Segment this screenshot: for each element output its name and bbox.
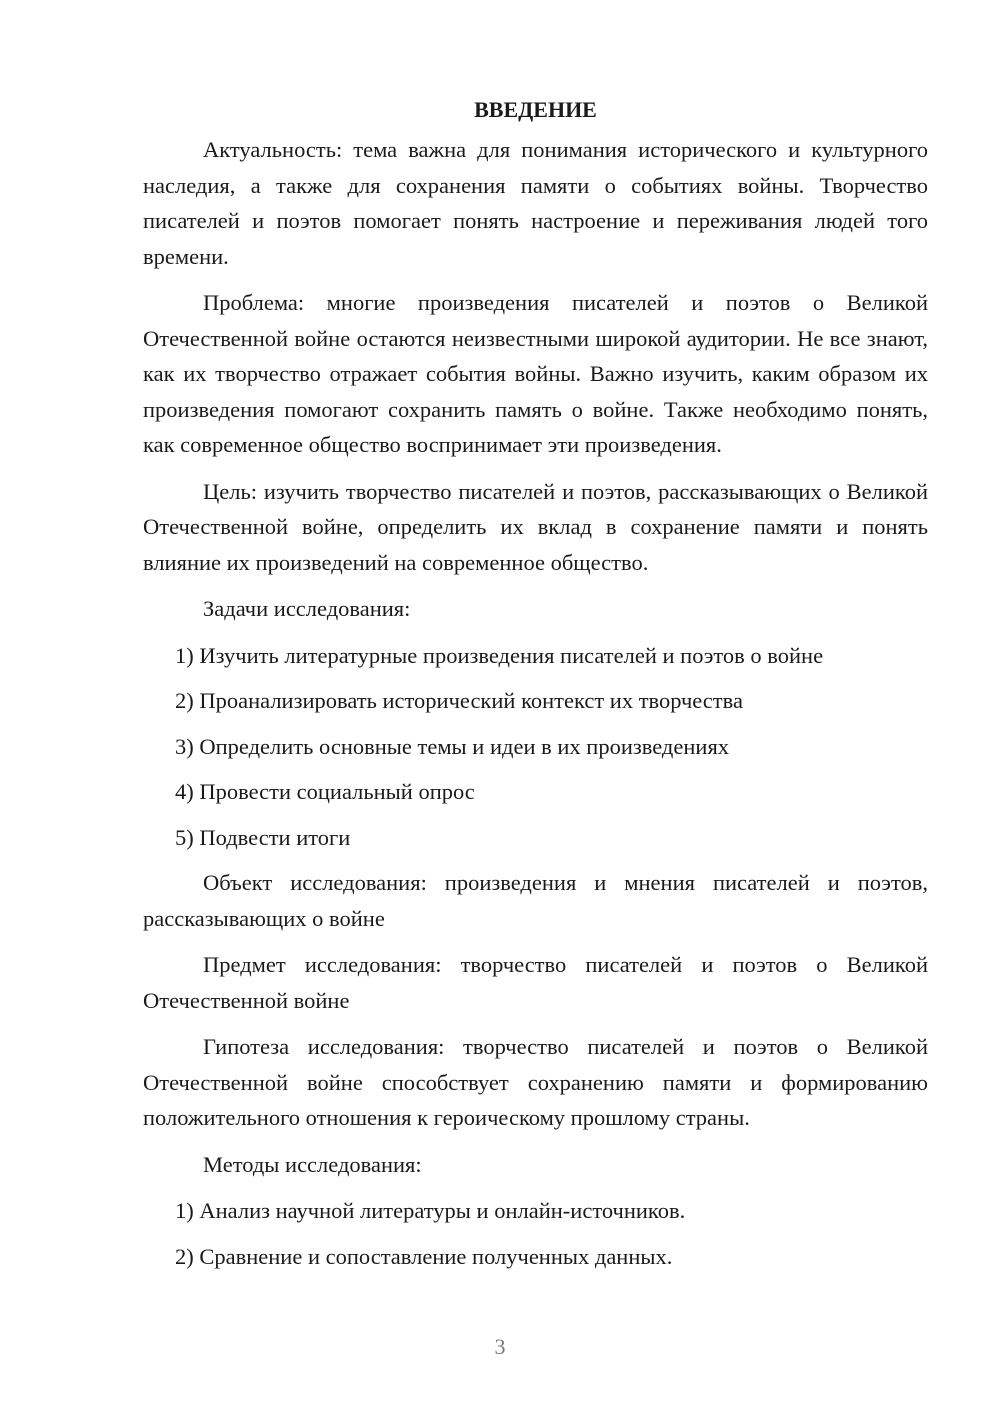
methods-heading: Методы исследования:	[203, 1151, 422, 1177]
list-item: 1) Изучить литературные произведения писателей и поэтов о войне	[175, 642, 824, 668]
page-title: ВВЕДЕНИЕ	[474, 97, 597, 122]
document-body	[143, 92, 928, 1284]
list-item: 5) Подвести итоги	[175, 824, 351, 850]
tasks-list	[143, 638, 928, 856]
page-number: 3	[494, 1334, 506, 1359]
subject-paragraph: Предмет исследования: творчество писателей и поэтов о Великой Отечественной войне	[143, 952, 928, 1013]
object-paragraph: Объект исследования: произведения и мнения писателей и поэтов, рассказывающих о войне	[143, 870, 928, 931]
goal-paragraph: Цель: изучить творчество писателей и поэтов, рассказывающих о Великой Отечественной войне, определить их вклад в сохранение памяти и понять влияние их произведений на современное общество.	[143, 478, 928, 575]
list-item: 3) Определить основные темы и идеи в их произведениях	[175, 733, 730, 759]
list-item: 4) Провести социальный опрос	[175, 779, 475, 804]
relevance-paragraph: Актуальность: тема важна для понимания исторического и культурного наследия, а также для сохранения памяти о событиях войны. Творчество писателей и поэтов помогает понять настроение и переживания людей того времени.	[143, 137, 928, 269]
tasks-heading: Задачи исследования:	[203, 596, 411, 621]
list-item: 1) Анализ научной литературы и онлайн-источников.	[175, 1198, 686, 1223]
hypothesis-paragraph: Гипотеза исследования: творчество писателей и поэтов о Великой Отечественной войне способствует сохранению памяти и формированию положительного отношения к героическому прошлому страны.	[143, 1034, 928, 1130]
problem-paragraph: Проблема: многие произведения писателей и поэтов о Великой Отечественной войне остаются неизвестными широкой аудитории. Не все знают, как их творчество отражает события войны. Важно изучить, каким образом их произведения помогают сохранить память о войне. Также необходимо понять, как современное общество воспринимает эти произведения.	[143, 290, 928, 457]
methods-list	[143, 1193, 928, 1274]
list-item: 2) Сравнение и сопоставление полученных данных.	[175, 1243, 673, 1269]
list-item: 2) Проанализировать исторический контекст их творчества	[175, 688, 743, 713]
